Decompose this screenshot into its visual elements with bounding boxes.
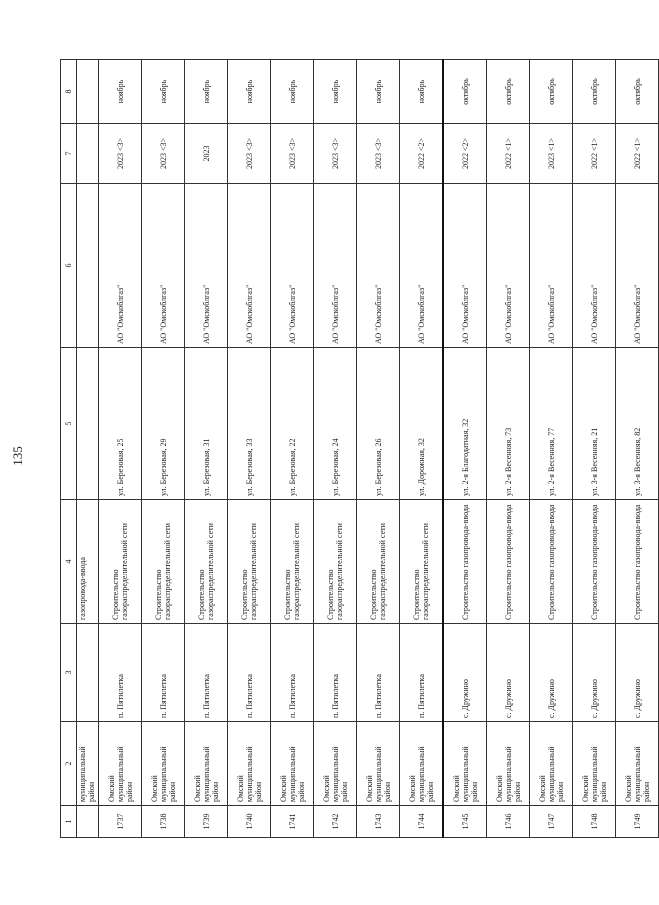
gasification-table — [60, 59, 659, 838]
settlement-cell: п. Пятилетка — [142, 624, 185, 722]
row-number-cell: 1747 — [530, 806, 573, 838]
year-cell: 2022 <2> — [400, 124, 444, 184]
address-cell: ул. 3-я Весенняя, 21 — [573, 348, 616, 500]
district-cell: Омский муниципальный район — [271, 722, 314, 806]
year-cell: 2023 <3> — [357, 124, 400, 184]
object-cell: Строительство газопровода-ввода — [487, 500, 530, 624]
column-number-row — [61, 60, 77, 838]
settlement-cell: п. Пятилетка — [314, 624, 357, 722]
district-cell: муниципальный район — [77, 722, 99, 806]
organization-cell: АО "Омскоблгаз" — [400, 184, 444, 348]
district-cell: Омский муниципальный район — [357, 722, 400, 806]
organization-cell: АО "Омскоблгаз" — [573, 184, 616, 348]
table-row — [314, 60, 357, 838]
row-number-cell: 1739 — [185, 806, 228, 838]
table-row — [99, 60, 142, 838]
settlement-cell: п. Пятилетка — [400, 624, 444, 722]
settlement-cell: с. Дружино — [530, 624, 573, 722]
row-number-cell: 1748 — [573, 806, 616, 838]
organization-cell: АО "Омскоблгаз" — [271, 184, 314, 348]
district-cell: Омский муниципальный район — [573, 722, 616, 806]
object-cell: Строительство газопровода-ввода — [443, 500, 487, 624]
row-number-cell: 1741 — [271, 806, 314, 838]
district-cell: Омский муниципальный район — [185, 722, 228, 806]
settlement-cell: п. Пятилетка — [357, 624, 400, 722]
table-row — [616, 60, 659, 838]
object-cell: Строительство газопровода-ввода — [573, 500, 616, 624]
table-row — [443, 60, 487, 838]
district-cell: Омский муниципальный район — [314, 722, 357, 806]
row-number-cell: 1742 — [314, 806, 357, 838]
district-cell: Омский муниципальный район — [443, 722, 487, 806]
organization-cell: АО "Омскоблгаз" — [228, 184, 271, 348]
year-cell: 2022 <1> — [573, 124, 616, 184]
organization-cell: АО "Омскоблгаз" — [185, 184, 228, 348]
year-cell: 2023 <3> — [271, 124, 314, 184]
organization-cell: АО "Омскоблгаз" — [487, 184, 530, 348]
year-cell: 2023 <3> — [142, 124, 185, 184]
month-cell: октябрь — [530, 60, 573, 124]
district-cell: Омский муниципальный район — [400, 722, 444, 806]
object-cell: Строительство газораспределительной сети — [400, 500, 444, 624]
row-number-cell: 1740 — [228, 806, 271, 838]
address-cell: ул. Дорожная, 32 — [400, 348, 444, 500]
table-row — [487, 60, 530, 838]
organization-cell: АО "Омскоблгаз" — [99, 184, 142, 348]
month-cell: октябрь — [616, 60, 659, 124]
month-cell: ноябрь — [185, 60, 228, 124]
settlement-cell: п. Пятилетка — [228, 624, 271, 722]
address-cell: ул. 2-я Весенняя, 77 — [530, 348, 573, 500]
organization-cell: АО "Омскоблгаз" — [530, 184, 573, 348]
district-cell: Омский муниципальный район — [228, 722, 271, 806]
column-number: 4 — [61, 500, 77, 624]
address-cell: ул. 2-я Благодатная, 32 — [443, 348, 487, 500]
rotated-page-content — [10, 60, 651, 838]
address-cell: ул. Березовая, 29 — [142, 348, 185, 500]
district-cell: Омский муниципальный район — [142, 722, 185, 806]
month-cell: октябрь — [487, 60, 530, 124]
address-cell: ул. Березовая, 31 — [185, 348, 228, 500]
table-row — [573, 60, 616, 838]
object-cell: Строительство газораспределительной сети — [228, 500, 271, 624]
object-cell: Строительство газораспределительной сети — [185, 500, 228, 624]
settlement-cell: с. Дружино — [616, 624, 659, 722]
month-cell: ноябрь — [99, 60, 142, 124]
address-cell: ул. Березовая, 22 — [271, 348, 314, 500]
address-cell: ул. Березовая, 25 — [99, 348, 142, 500]
row-number-cell: 1749 — [616, 806, 659, 838]
object-cell: газопровода-ввода — [77, 500, 99, 624]
month-cell: ноябрь — [314, 60, 357, 124]
address-cell: ул. Березовая, 33 — [228, 348, 271, 500]
table-row — [142, 60, 185, 838]
month-cell: ноябрь — [357, 60, 400, 124]
organization-cell: АО "Омскоблгаз" — [314, 184, 357, 348]
settlement-cell: с. Дружино — [443, 624, 487, 722]
object-cell: Строительство газораспределительной сети — [357, 500, 400, 624]
row-number-cell: 1743 — [357, 806, 400, 838]
month-cell: октябрь — [443, 60, 487, 124]
organization-cell: АО "Омскоблгаз" — [357, 184, 400, 348]
row-number-cell: 1738 — [142, 806, 185, 838]
month-cell: ноябрь — [142, 60, 185, 124]
organization-cell: АО "Омскоблгаз" — [142, 184, 185, 348]
row-number-cell: 1745 — [443, 806, 487, 838]
organization-cell: АО "Омскоблгаз" — [616, 184, 659, 348]
month-cell: ноябрь — [228, 60, 271, 124]
district-cell: Омский муниципальный район — [99, 722, 142, 806]
table-row — [357, 60, 400, 838]
settlement-cell: с. Дружино — [487, 624, 530, 722]
column-number: 7 — [61, 124, 77, 184]
column-number: 1 — [61, 806, 77, 838]
row-number-cell: 1746 — [487, 806, 530, 838]
object-cell: Строительство газораспределительной сети — [142, 500, 185, 624]
address-cell: ул. Березовая, 24 — [314, 348, 357, 500]
continuation-row — [77, 60, 99, 838]
table-row — [530, 60, 573, 838]
district-cell: Омский муниципальный район — [616, 722, 659, 806]
table-row — [271, 60, 314, 838]
column-number: 2 — [61, 722, 77, 806]
month-cell: ноябрь — [400, 60, 444, 124]
address-cell: ул. 3-я Весенняя, 82 — [616, 348, 659, 500]
district-cell: Омский муниципальный район — [487, 722, 530, 806]
district-cell: Омский муниципальный район — [530, 722, 573, 806]
settlement-cell: п. Пятилетка — [271, 624, 314, 722]
month-cell: ноябрь — [271, 60, 314, 124]
address-cell: ул. 2-я Весенняя, 73 — [487, 348, 530, 500]
year-cell: 2023 <3> — [314, 124, 357, 184]
column-number: 6 — [61, 184, 77, 348]
month-cell: октябрь — [573, 60, 616, 124]
column-number: 3 — [61, 624, 77, 722]
settlement-cell: п. Пятилетка — [185, 624, 228, 722]
settlement-cell: с. Дружино — [573, 624, 616, 722]
table-row — [185, 60, 228, 838]
object-cell: Строительство газораспределительной сети — [314, 500, 357, 624]
year-cell: 2023 <3> — [228, 124, 271, 184]
object-cell: Строительство газопровода-ввода — [530, 500, 573, 624]
year-cell: 2023 <1> — [530, 124, 573, 184]
column-number: 5 — [61, 348, 77, 500]
object-cell: Строительство газораспределительной сети — [271, 500, 314, 624]
year-cell: 2022 <1> — [487, 124, 530, 184]
year-cell: 2022 <1> — [616, 124, 659, 184]
row-number-cell: 1744 — [400, 806, 444, 838]
year-cell: 2023 — [185, 124, 228, 184]
row-number-cell: 1737 — [99, 806, 142, 838]
object-cell: Строительство газопровода-ввода — [616, 500, 659, 624]
object-cell: Строительство газораспределительной сети — [99, 500, 142, 624]
year-cell: 2022 <2> — [443, 124, 487, 184]
table-row — [228, 60, 271, 838]
page-number: 135 — [10, 446, 25, 466]
settlement-cell: п. Пятилетка — [99, 624, 142, 722]
year-cell: 2023 <3> — [99, 124, 142, 184]
column-number: 8 — [61, 60, 77, 124]
address-cell: ул. Березовая, 26 — [357, 348, 400, 500]
table-row — [400, 60, 444, 838]
organization-cell: АО "Омскоблгаз" — [443, 184, 487, 348]
